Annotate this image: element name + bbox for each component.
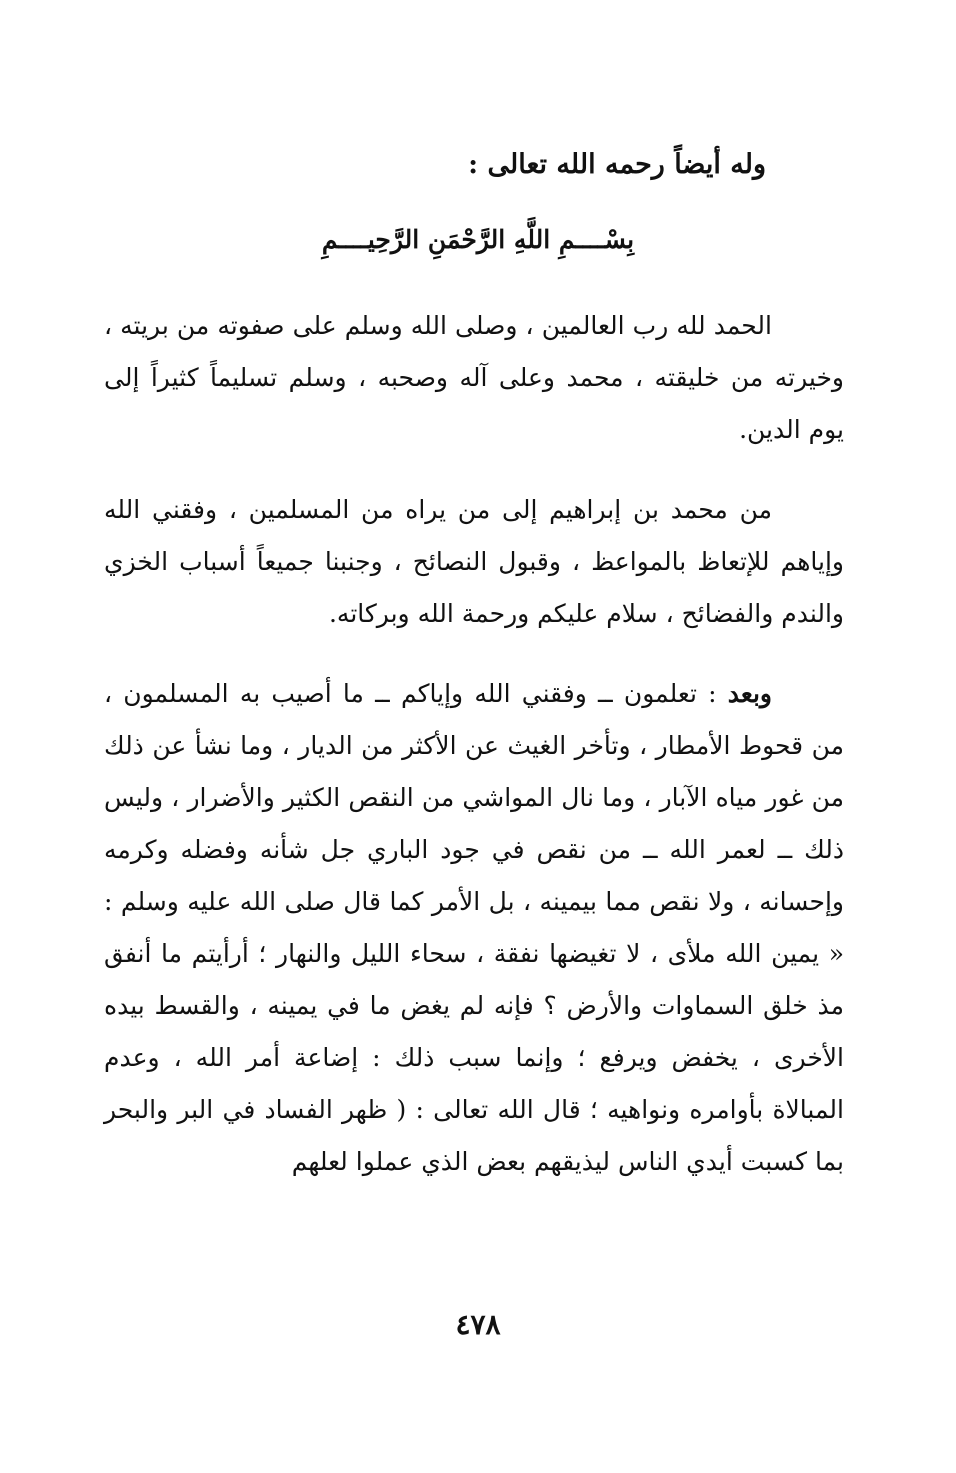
body-text — [104, 300, 844, 1216]
paragraph-greeting — [104, 484, 844, 640]
paragraph-lead-word: وبعد — [727, 679, 772, 708]
page-number: ٤٧٨ — [455, 1308, 501, 1341]
paragraph-main — [104, 668, 844, 1188]
paragraph-text: من محمد بن إبراهيم إلى من يراه من المسلمين ، وفقني الله وإياهم للإتعاظ بالمواعظ ، وقبول النصائح ، وجنبنا جميعاً أسباب الخزي والندم والفضائح ، سلام عليكم ورحمة الله وبركاته. — [104, 495, 844, 628]
basmala-ornament: بِسْــــمِ اللَّهِ الرَّحْمَنِ الرَّحِيــــمِ — [321, 225, 635, 254]
paragraph-opening-praise — [104, 300, 844, 456]
paragraph-text: الحمد لله رب العالمين ، وصلى الله وسلم على صفوته من بريته ، وخيرته من خليقته ، محمد وعلى آله وصحبه ، وسلم تسليماً كثيراً إلى يوم الدين. — [104, 311, 844, 444]
section-heading: وله أيضاً رحمه الله تعالى : — [468, 149, 766, 180]
paragraph-text: : تعلمون ــ وفقني الله وإياكم ــ ما أصيب به المسلمون ، من قحوط الأمطار ، وتأخر الغيث عن الأكثر من الديار ، وما نشأ عن ذلك من غور مياه الآبار ، وما نال المواشي من النقص الكثير والأضرار ، وليس ذلك ــ لعمر الله ــ من نقص في جود الباري جل شأنه وفضله وكرمه وإحسانه ، ولا نقص مما بيمينه ، بل الأمر كما قال صلى الله عليه وسلم : « يمين الله ملأى ، لا تغيضها نفقة ، سحاء الليل والنهار ؛ أرأيتم ما أنفق مذ خلق السماوات والأرض ؟ فإنه لم يغض ما في يمينه ، والقسط بيده الأخرى ، يخفض ويرفع ؛ وإنما سبب ذلك : إضاعة أمر الله ، وعدم المبالاة بأوامره ونواهيه ؛ قال الله تعالى : ( ظهر الفساد في البر والبحر بما كسبت أيدي الناس ليذيقهم بعض الذي عملوا لعلهم — [104, 679, 844, 1176]
